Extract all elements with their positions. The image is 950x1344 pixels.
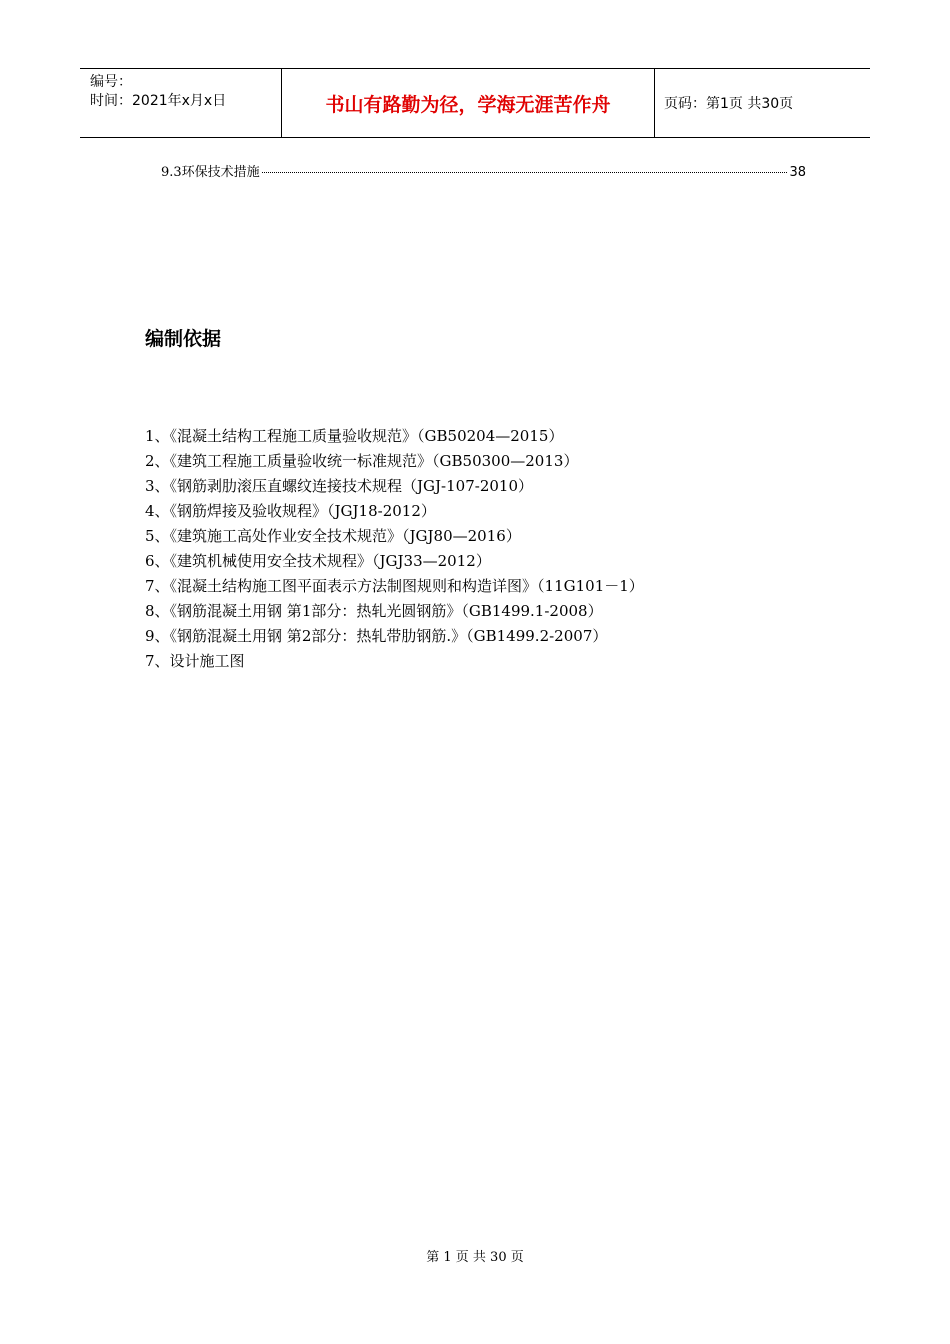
section-title: 编制依据 (145, 328, 222, 350)
list-item: 3、《钢筋剥肋滚压直螺纹连接技术规程（JGJ-107-2010） (145, 477, 533, 495)
toc-entry-page: 38 (789, 165, 806, 180)
header-meta (90, 73, 226, 111)
document-time-label: 时间：2021年x月x日 (90, 93, 227, 109)
list-item: 2、《建筑工程施工质量验收统一标准规范》（GB50300—2013） (145, 452, 579, 470)
list-item: 6、《建筑机械使用安全技术规程》（JGJ33—2012） (145, 552, 491, 570)
header-page-info: 页码：第1页 共30页 (664, 96, 794, 112)
document-header (80, 68, 870, 138)
document-number-label: 编号： (90, 74, 132, 90)
list-item: 9、《钢筋混凝土用钢 第2部分：热轧带肋钢筋.》（GB1499.2-2007） (145, 627, 608, 645)
header-divider (654, 69, 655, 137)
list-item: 7、《混凝土结构施工图平面表示方法制图规则和构造详图》（11G101－1） (145, 577, 644, 595)
list-item: 8、《钢筋混凝土用钢 第1部分：热轧光圆钢筋》（GB1499.1-2008） (145, 602, 603, 620)
basis-list (145, 424, 644, 674)
list-item: 5、《建筑施工高处作业安全技术规范》（JGJ80—2016） (145, 527, 521, 545)
page-footer: 第 1 页 共 30 页 (426, 1250, 524, 1265)
list-item: 4、《钢筋焊接及验收规程》（JGJ18-2012） (145, 502, 436, 520)
toc-dot-leader (262, 172, 788, 173)
list-item: 7、设计施工图 (145, 652, 245, 670)
toc-entry[interactable] (161, 161, 806, 180)
list-item: 1、《混凝土结构工程施工质量验收规范》（GB50204—2015） (145, 427, 564, 445)
header-slogan: 书山有路勤为径，学海无涯苦作舟 (325, 93, 611, 116)
toc-entry-label: 9.3环保技术措施 (161, 165, 260, 180)
